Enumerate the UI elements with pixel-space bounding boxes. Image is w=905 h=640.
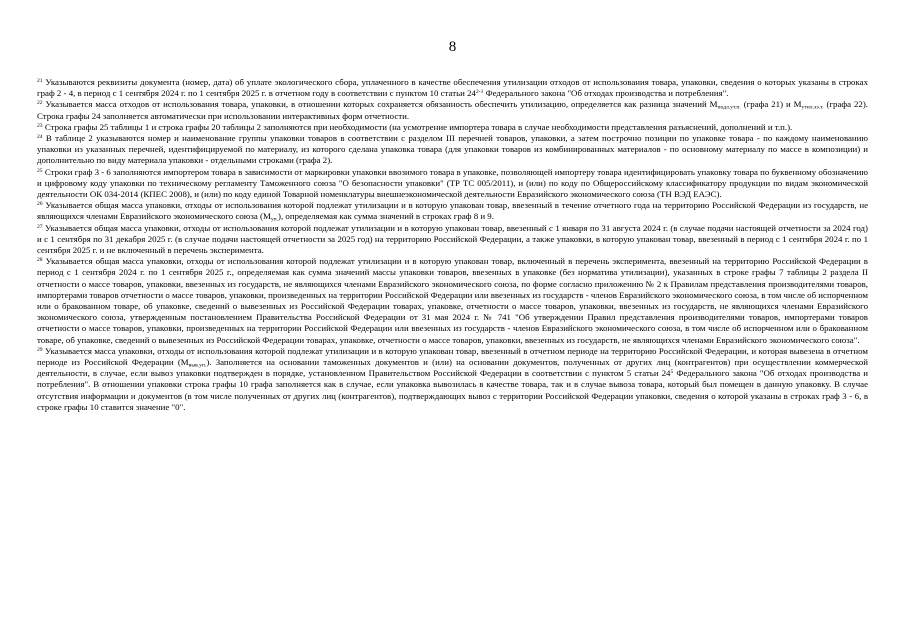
footnote [37, 122, 868, 133]
footnote-number: 29 [37, 346, 43, 353]
footnote-superscript: 2-1 [475, 89, 484, 96]
footnote-text: Федерального закона "Об отходах производства и потребления". [483, 88, 729, 99]
footnote-number: 27 [37, 223, 43, 230]
footnote-number: 25 [37, 167, 43, 174]
footnote-number: 28 [37, 257, 43, 264]
footnote-number: 26 [37, 201, 43, 208]
footnote-text: Строка графы 25 таблицы 1 и строка графы 20 таблицы 2 заполняются при необходимости (на усмотрение импортера товара в случае необходимости представления разъяснений, дополнений и т.п.). [44, 121, 793, 132]
footnote-text: ), определяемая как сумма значений в строках граф 8 и 9. [278, 211, 494, 222]
page-number: 8 [448, 39, 457, 55]
footnote [37, 167, 868, 201]
footnote-text: Указывается масса упаковки, отходы от использования которой подлежат утилизации и в которую упакован товар, ввезенный в отчетном периоде на территорию Российской Федерации, и которая вывезена в отчетном периоде из Российской Федерации (M [37, 345, 868, 368]
footnote-text: Указывается общая масса упаковки, отходы от использования которой подлежат утилизации и в которую упакован товар, включенный в перечень эксперимента, ввезенный на территорию Российской Федерации в период с 1 сентября 2024 г. по 1 сентября 2025 г., определяемая как сумма значений массы упаковки товаров, ввезенных в упаковке (без норматива утилизации), указанных в строке графы 7 таблицы 2 раздела II отчетности о массе товаров, упаковки, ввезенных из государств, не являющихся членами Евразийского экономического союза, по форме согласно приложению № 2 к Правилам представления производителями товаров, импортерами товаров отчетности о массе товаров, упаковки, произведенных на территории Российской Федерации или ввезенных из государств - членов Евразийского экономического союза, в том числе об испорченном или о бракованном товаре, об упаковке, сведений о вывезенных из Российской Федерации товарах, упаковке, отчетности о массе товаров, упаковки, ввезенных из государств, не являющихся членами Евразийского экономического союза, утвержденным постановлением Правительства Российской Федерации от 31 мая 2024 г. № 741 "Об утверждении Правил представления производителями товаров, импортерами товаров отчетности о массе товаров, упаковки, произведенных на территории Российской Федерации или ввезенных из государств - членов Евразийского экономического союза, в том числе об испорченном или о бракованном товаре, об упаковке, сведений о вывезенных из Российской Федерации товарах, упаковке, отчетности о массе товаров, упаковки, ввезенных из государств, не являющихся членами Евразийского экономического союза". [37, 256, 868, 345]
footnote [37, 77, 868, 99]
footnote [37, 99, 868, 121]
footnote [37, 200, 868, 222]
footnote [37, 346, 868, 413]
footnote-text: В таблице 2 указываются номер и наименование группы упаковки товаров в соответствии с разделом III перечней товаров, упаковки, а затем построчно позиции по упаковке товара - по каждому наименованию упаковки из указанных перечней, идентифицируемой по материалу, из которого сделана упаковка товара (для упаковки товаров из комбинированных материалов - по основному материалу по массе в композиции) и дополнительно по виду материала упаковки - отдельными строками (графа 2). [37, 133, 869, 166]
footnote-text: ). Заполняется на основании таможенных документов и (или) на основании документов, полученных от других лиц (контрагентов) при осуществлении коммерческой деятельности, в случае, если вывоз упаковки подтвержден в порядке, установленном Правительством Российской Федерации в соответствии с пунктом 5 статьи 24 [37, 357, 868, 379]
footnote-number: 22 [37, 100, 43, 107]
footnote-subscript: утил.ээ.т. [801, 104, 824, 111]
footnote-text: (графа 22). Строка графы 24 заполняется автоматически при использовании интерактивных форм отчетности. [37, 99, 868, 121]
footnotes-list [37, 77, 868, 413]
footnote-subscript: подл.ут.п. [717, 104, 741, 111]
footnote [37, 256, 868, 346]
footnote-text: Указываются реквизиты документа (номер, дата) об уплате экологического сбора, уплаченного в качестве обеспечения утилизации отходов от использования товара, упаковки, сведения о которых указаны в строках граф 2 - 4, в период с 1 сентября 2024 г. по 1 сентября 2025 г. в отчетном году в соответствии с пунктом 10 статьи 24 [37, 77, 868, 99]
footnote-text: Указывается общая масса упаковки, отходы от использования которой подлежат утилизации и в которую упакован товар, ввезенный в течение отчетного года на территорию Российской Федерации из государств, не являющихся членами Евразийского экономического союза (M [37, 200, 869, 222]
footnote-subscript: уп. [270, 216, 279, 223]
footnote-text: Указывается масса отходов от использования товара, упаковки, в отношении которых сохраняется обязанность обеспечить утилизацию, определяется как разница значений M [45, 99, 718, 110]
footnote [37, 133, 868, 167]
footnote-superscript: 5 [670, 369, 674, 376]
footnote-number: 23 [37, 122, 43, 129]
footnote-text: Строки граф 3 - 6 заполняются импортером товара в зависимости от маркировки упаковки ввозимого товара в упаковке, позволяющей импортеру товара идентифицировать упаковку товара по буквенному обозначению и цифровому коду упаковки по техническому регламенту Таможенного союза "О безопасности упаковки" (ТР ТС 005/2011), и (или) по коду по Общероссийскому классификатору продукции по видам экономической деятельности ОК 034-2014 (КПЕС 2008), и (или) по коду единой Товарной номенклатуры внешнеэкономической деятельности Евразийского экономического союза (ТН ВЭД ЕАЭС). [37, 166, 868, 200]
footnote-text: Указывается общая масса упаковки, отходы от использования которой подлежат утилизации и в которую упакован товар, ввезенный с 1 января по 31 августа 2024 г. (в случае подачи настоящей отчетности за 2024 год) и с 1 сентября по 31 декабря 2025 г. (в случае подачи настоящей отчетности за 2025 год) на территорию Российской Федерации, а также упаковки, в которую упакован товар, ввезенный в период с 1 сентября 2024 г. по 1 сентября 2025 г. и не включенный в перечень эксперимента. [37, 222, 868, 256]
footnote-text: (графа 21) и M [740, 99, 802, 110]
footnote-number: 21 [37, 77, 43, 84]
footnote-subscript: выв.уп. [188, 362, 207, 369]
footnote-text: Федерального закона "Об отходах производства и потребления". В отношении упаковки строка графы 10 графа заполняется как в случае, если упаковка вывозилась в качестве товара, так и в случае вывоза товара, который был помещен в данную упаковку. В случае отсутствия информации и документов (в том числе полученных от других лиц (контрагентов), подтверждающих вывоз с территории Российской Федерации упаковки, сведения о которой указаны в строках граф 3 - 6, в строке графы 10 ставится значение "0". [37, 368, 869, 412]
footnote-number: 24 [37, 133, 43, 140]
footnote [37, 223, 868, 257]
